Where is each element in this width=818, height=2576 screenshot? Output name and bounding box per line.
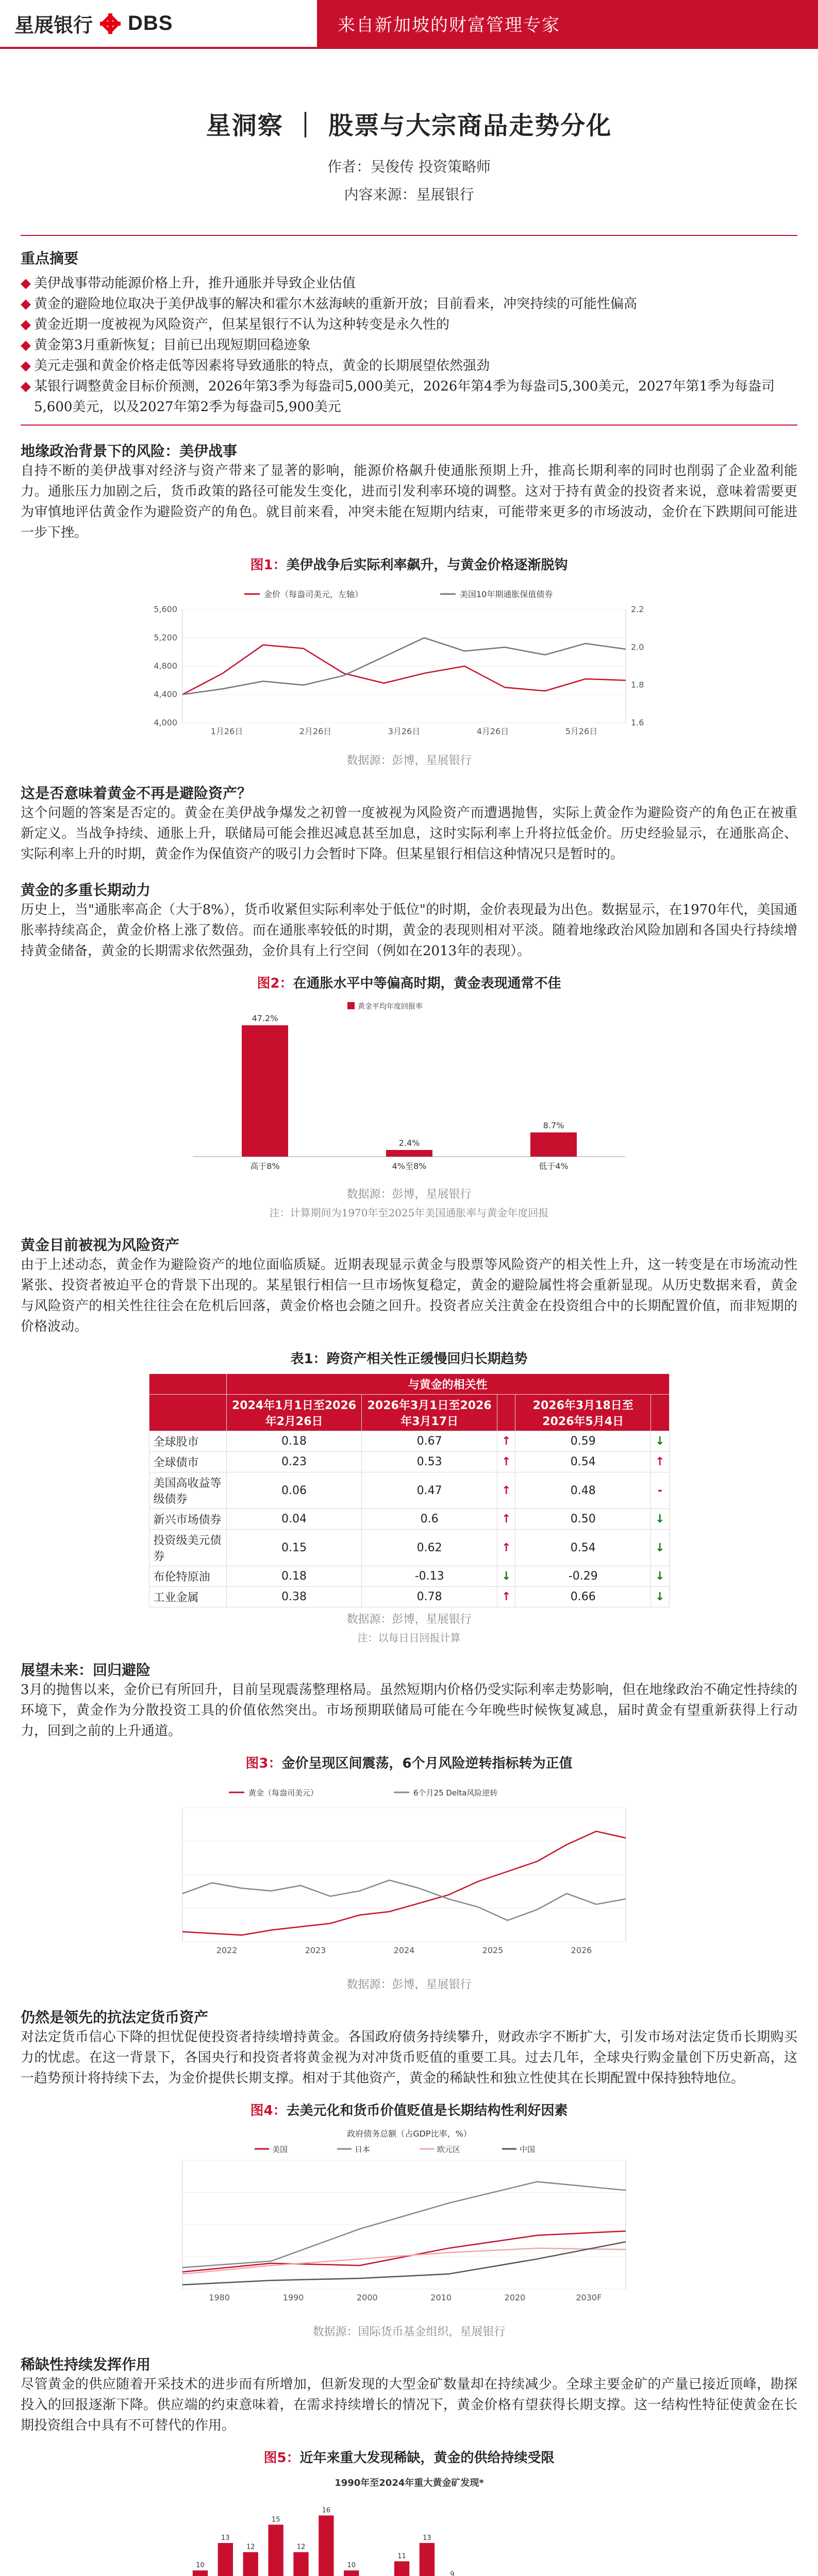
data-label: 13: [422, 2534, 431, 2542]
x-tick-label: 2024: [393, 1945, 414, 1955]
title-block: [0, 49, 818, 204]
x-tick-label: 高于8%: [249, 1161, 280, 1171]
trend-arrow: ↓: [651, 1587, 669, 1607]
bar: [218, 2543, 232, 2576]
figure-1-chart: [126, 579, 693, 749]
x-tick-label: 2030F: [575, 2293, 602, 2302]
figure-5-title: [21, 2447, 797, 2466]
table-group-header: 与黄金的相关性: [226, 1374, 669, 1395]
figure-source: 数据源：彭博，星展银行: [346, 754, 472, 767]
bar: [242, 1025, 288, 1157]
bullet-text: 某银行调整黄金目标价预测，2026年第3季为每盎司5,000美元，2026年第4季为每盎司5,300美元，2027年第1季为每盎司5,600美元，以及2027年第2季为每盎司5,900美元: [34, 379, 775, 415]
table-cell: -0.29: [515, 1566, 651, 1587]
x-tick-label: 2026: [571, 1945, 592, 1955]
legend-label: 日本: [354, 2145, 370, 2154]
series-line: [182, 2248, 626, 2274]
section-heading: 这是否意味着黄金不再是避险资产？: [21, 785, 252, 802]
legend-label: 美国10年期通胀保值债券: [459, 589, 553, 599]
x-tick-label: 4%至8%: [392, 1161, 426, 1171]
legend-label: 美国: [272, 2145, 288, 2154]
data-label: 9: [449, 2571, 454, 2576]
table-cell: 0.04: [226, 1509, 362, 1530]
table-cell: 0.48: [515, 1472, 651, 1509]
summary-bullet: [21, 355, 797, 376]
summary-bullet: [21, 335, 797, 355]
y-tick-label: 4,800: [153, 661, 177, 671]
trend-arrow: ↓: [651, 1431, 669, 1452]
table-cell: 0.23: [226, 1452, 362, 1472]
bar: [192, 2570, 207, 2576]
bullet-text: 美元走强和黄金价格走低等因素将导致通胀的特点，黄金的长期展望依然强劲: [34, 358, 490, 374]
summary-bullet: [21, 273, 797, 294]
data-label: 13: [221, 2534, 230, 2542]
table-row: [149, 1587, 669, 1607]
figure-number: 图2：: [257, 976, 293, 991]
x-tick-label: 2023: [305, 1945, 326, 1955]
trend-arrow: ↑: [497, 1472, 515, 1509]
summary-list: [21, 273, 797, 417]
dbs-logo-icon: [100, 13, 121, 34]
summary-bullet: [21, 314, 797, 335]
content: [0, 235, 818, 2576]
figure-caption: 在通胀水平中等偏高时期，黄金表现通常不佳: [293, 976, 561, 991]
bar: [243, 2552, 258, 2576]
figure-number: 图4：: [250, 2103, 287, 2119]
series-line: [182, 645, 626, 694]
data-label: 15: [271, 2516, 280, 2524]
legend-label: 黄金（每盎司美元）: [248, 1788, 318, 1798]
table-cell: 0.06: [226, 1472, 362, 1509]
x-tick-label: 4月26日: [476, 726, 509, 736]
figure-5-chart: [152, 2471, 667, 2576]
bar: [268, 2524, 283, 2576]
legend-label: 黄金平均年度回报率: [357, 1003, 423, 1011]
table-1-title: 表1：跨资产相关性正缓慢回归长期趋势: [290, 1351, 528, 1367]
bar: [419, 2543, 434, 2576]
legend-title: 政府债务总额（占GDP比率，%）: [346, 2129, 472, 2139]
table-cell: 0.78: [362, 1587, 497, 1607]
figure-source: 数据源：彭博，星展银行: [346, 1188, 472, 1201]
x-tick-label: 5月26日: [565, 726, 597, 736]
paragraph: 这个问题的答案是否定的。黄金在美伊战争爆发之初曾一度被视为风险资产而遭遇抛售，实际上黄金作为避险资产的角色正在被重新定义。当战争持续、通胀上升，联储局可能会推迟减息甚至加息，这时实际利率上升将拉低金价。历史经验显示，在通胀高企、实际利率上升的时期，黄金作为保值资产的吸引力会暂时下降。但某星银行相信这种情况只是暂时的。: [21, 805, 797, 862]
table-cell: 工业金属: [149, 1587, 226, 1607]
table-cell: 全球股市: [149, 1431, 226, 1452]
legend-label: 欧元区: [437, 2145, 460, 2154]
x-tick-label: 2月26日: [299, 726, 331, 736]
x-tick-label: 低于4%: [538, 1161, 569, 1171]
bullet-icon: ◆: [21, 337, 31, 353]
table-cell: 0.53: [362, 1452, 497, 1472]
brand-name-cn: 星展银行: [14, 13, 93, 37]
table-cell: 美国高收益等级债券: [149, 1472, 226, 1509]
paragraph: 历史上，当"通胀率高企（大于8%），货币收紧但实际利率处于低位"的时期，金价表现最为出色。数据显示，在1970年代，美国通胀率持续高企，黄金价格上涨了数倍。而在通胀率较低的时期，黄金的表现则相对平淡。随着地缘政治风险加剧和各国央行持续增持黄金储备，黄金的长期需求依然强劲，金价具有上行空间（例如在2013年的表现）。: [21, 902, 797, 959]
paragraph: 尽管黄金的供应随着开采技术的进步而有所增加，但新发现的大型金矿数量却在持续减少。全球主要金矿的产量已接近顶峰，勘探投入的回报逐渐下降。供应端的约束意味着，在需求持续增长的情况下，黄金价格有望获得长期支撑。这一结构性特征使黄金在长期投资组合中具有不可替代的作用。: [21, 2377, 797, 2433]
tagline-bar: [317, 0, 818, 48]
table-source: 数据源：彭博，星展银行: [346, 1613, 472, 1626]
table-cell: 投资级美元债券: [149, 1530, 226, 1566]
table-row: [149, 1452, 669, 1472]
trend-arrow: ↑: [497, 1530, 515, 1566]
table-cell: 0.54: [515, 1530, 651, 1566]
paragraph: 由于上述动态，黄金作为避险资产的地位面临质疑。近期表现显示黄金与股票等风险资产的相关性上升，这一转变是在市场流动性紧张、投资者被迫平仓的背景下出现的。某星银行相信一旦市场恢复稳定，黄金的避险属性将会重新显现。从历史数据来看，黄金与风险资产的相关性往往会在危机后回落，黄金价格也会随之回升。投资者应关注黄金在投资组合中的长期配置价值，而非短期的价格波动。: [21, 1257, 797, 1334]
data-label: 12: [246, 2543, 255, 2551]
column-header: [497, 1395, 515, 1431]
figure-4-chart: [126, 2124, 693, 2320]
bullet-text: 黄金第3月重新恢复；目前已出现短期回稳迹象: [34, 337, 311, 353]
legend-label: 中国: [519, 2145, 535, 2154]
table-cell: 0.18: [226, 1566, 362, 1587]
table-cell: 0.47: [362, 1472, 497, 1509]
table-body: [149, 1431, 669, 1607]
trend-arrow: ↓: [651, 1509, 669, 1530]
author-line: 作者：吴俊传 投资策略师: [327, 158, 491, 175]
x-tick-label: 2022: [216, 1945, 237, 1955]
y2-tick-label: 2.0: [630, 642, 644, 652]
brand-name-en: DBS: [128, 12, 173, 35]
table-cell: 布伦特原油: [149, 1566, 226, 1587]
data-label: 11: [397, 2552, 406, 2561]
bar: [386, 1150, 432, 1157]
table-row: [149, 1472, 669, 1509]
column-header: [651, 1395, 669, 1431]
paragraph: 3月的抛售以来，金价已有所回升，目前呈现震荡整理格局。虽然短期内价格仍受实际利率走势影响，但在地缘政治不确定性持续的环境下，黄金作为分散投资工具的价值依然突出。市场预期联储局可能在今年晚些时候恢复减息，届时黄金有望重新获得上行动力，回到之前的上升通道。: [21, 1682, 797, 1739]
column-header: [149, 1395, 226, 1431]
section-heading: 展望未来：回归避险: [21, 1662, 151, 1679]
figure-caption: 去美元化和货币价值贬值是长期结构性利好因素: [286, 2103, 568, 2119]
x-tick-label: 2025: [482, 1945, 503, 1955]
table-cell: -0.13: [362, 1566, 497, 1587]
bullet-text: 黄金的避险地位取决于美伊战事的解决和霍尔木兹海峡的重新开放；目前看来，冲突持续的可能性偏高: [34, 296, 638, 312]
figure-caption: 金价呈现区间震荡，6个月风险逆转指标转为正值: [281, 1756, 573, 1771]
figure-2-chart: [152, 997, 667, 1182]
x-tick-label: 2020: [504, 2293, 525, 2302]
section-heading: 稀缺性持续发挥作用: [21, 2356, 151, 2373]
x-tick-label: 2000: [356, 2293, 378, 2302]
bullet-icon: ◆: [21, 296, 31, 312]
header: [0, 0, 818, 49]
data-label: 8.7%: [543, 1121, 564, 1131]
table-cell: 0.54: [515, 1452, 651, 1472]
bullet-icon: ◆: [21, 317, 31, 332]
column-header: 2026年3月1日至2026年3月17日: [362, 1395, 497, 1431]
figure-3-title: [21, 1753, 797, 1772]
summary-bullet: [21, 376, 797, 417]
bar: [530, 1132, 577, 1157]
x-tick-label: 1月26日: [210, 726, 243, 736]
figure-number: 图3：: [245, 1756, 282, 1771]
x-tick-label: 3月26日: [388, 726, 420, 736]
figure-number: 图5：: [263, 2450, 300, 2466]
trend-arrow: ↑: [651, 1452, 669, 1472]
figure-note: 注：计算期间为1970年至2025年美国通胀率与黄金年度回报: [269, 1207, 549, 1219]
figure-number: 图1：: [250, 557, 287, 573]
y2-tick-label: 1.6: [630, 718, 644, 727]
x-tick-label: 1990: [282, 2293, 304, 2302]
series-line: [182, 2231, 626, 2272]
x-tick-label: 1980: [208, 2293, 230, 2302]
data-label: 47.2%: [252, 1013, 278, 1024]
series-line: [182, 1832, 626, 1936]
bar: [293, 2552, 308, 2576]
table-corner: [149, 1374, 226, 1395]
y-tick-label: 4,000: [153, 718, 177, 727]
table-row: [149, 1566, 669, 1587]
brand: [0, 0, 317, 48]
x-tick-label: 2010: [430, 2293, 452, 2302]
table-cell: 0.66: [515, 1587, 651, 1607]
bar: [394, 2561, 409, 2576]
column-header: 2026年3月18日至2026年5月4日: [515, 1395, 651, 1431]
trend-arrow: ↓: [651, 1566, 669, 1587]
bullet-icon: ◆: [21, 379, 31, 394]
legend-label: 金价（每盎司美元，左轴）: [263, 589, 363, 599]
y-tick-label: 5,200: [153, 633, 177, 642]
figure-3-chart: [126, 1777, 693, 1973]
trend-arrow: ↑: [497, 1452, 515, 1472]
table-cell: 0.6: [362, 1509, 497, 1530]
paragraph: 对法定货币信心下降的担忧促使投资者持续增持黄金。各国政府债务持续攀升，财政赤字不断扩大，引发市场对法定货币长期购买力的忧虑。在这一背景下，各国央行和投资者将黄金视为对冲货币贬值的重要工具。过去几年，全球央行购金量创下历史新高，这一趋势预计将持续下去，为金价提供长期支撑。相对于其他资产，黄金的稀缺性和独立性使其在长期配置中保持独特地位。: [21, 2029, 797, 2086]
summary-box: [21, 235, 797, 426]
summary-heading: 重点摘要: [21, 250, 79, 267]
table-cell: 全球债市: [149, 1452, 226, 1472]
y-tick-label: 5,600: [153, 604, 177, 614]
paragraph: 自持不断的美伊战事对经济与资产带来了显著的影响，能源价格飙升使通胀预期上升，推高长期利率的同时也削弱了企业盈利能力。通胀压力加剧之后，货币政策的路径可能发生变化，进而引发利率环境的调整。这对于持有黄金的投资者来说，意味着需要更为审慎地评估黄金作为避险资产的角色。就目前来看，冲突未能在短期内结束，可能带来更多的市场波动，金价在下跌期间可能进一步下挫。: [21, 463, 797, 540]
table-note: 注：以每日日回报计算: [357, 1632, 461, 1644]
chart-title: 1990年至2024年重大黄金矿发现*: [334, 2478, 484, 2488]
trend-arrow: ↓: [651, 1530, 669, 1566]
section-heading: 仍然是领先的抗法定货币资产: [21, 2009, 209, 2026]
correlation-table: [149, 1374, 670, 1607]
table-row: [149, 1431, 669, 1452]
table-cell: 0.50: [515, 1509, 651, 1530]
trend-arrow: ↓: [497, 1566, 515, 1587]
column-header: 2024年1月1日至2026年2月26日: [226, 1395, 362, 1431]
series-line: [182, 1880, 626, 1920]
summary-bullet: [21, 294, 797, 314]
table-cell: 0.18: [226, 1431, 362, 1452]
figure-caption: 美伊战争后实际利率飙升，与黄金价格逐渐脱钩: [286, 557, 568, 573]
trend-arrow: -: [651, 1472, 669, 1509]
table-cell: 新兴市场债券: [149, 1509, 226, 1530]
section-heading: 黄金目前被视为风险资产: [21, 1236, 180, 1253]
y2-tick-label: 1.8: [630, 680, 644, 690]
table-cell: 0.15: [226, 1530, 362, 1566]
legend-label: 6个月25 Delta风险逆转: [413, 1788, 497, 1798]
figure-2-title: [21, 973, 797, 992]
figure-source: 数据源：彭博，星展银行: [346, 1978, 472, 1991]
y2-tick-label: 2.2: [630, 604, 644, 614]
data-label: 12: [296, 2543, 305, 2551]
table-cell: 0.38: [226, 1587, 362, 1607]
data-label: 2.4%: [398, 1138, 420, 1148]
source-line: 内容来源：星展银行: [344, 186, 474, 203]
table-row: [149, 1530, 669, 1566]
section-heading: 黄金的多重长期动力: [21, 882, 151, 899]
data-label: 16: [322, 2506, 330, 2515]
figure-1-title: [21, 554, 797, 573]
tagline: 来自新加坡的财富管理专家: [338, 15, 560, 36]
figure-source: 数据源：国际货币基金组织，星展银行: [312, 2326, 506, 2338]
section-heading: 地缘政治背景下的风险：美伊战事: [21, 443, 238, 460]
table-row: [149, 1509, 669, 1530]
article-title: 星洞察 ｜ 股票与大宗商品走势分化: [206, 111, 612, 140]
table-cell: 0.67: [362, 1431, 497, 1452]
table-cell: 0.59: [515, 1431, 651, 1452]
bullet-text: 黄金近期一度被视为风险资产，但某星银行不认为这种转变是永久性的: [34, 317, 450, 332]
bullet-icon: ◆: [21, 276, 31, 291]
figure-caption: 近年来重大发现稀缺，黄金的供给持续受限: [299, 2450, 555, 2466]
bullet-text: 美伊战事带动能源价格上升，推升通胀并导致企业估值: [34, 276, 356, 291]
figure-4-title: [21, 2100, 797, 2119]
data-label: 10: [347, 2562, 356, 2570]
bar: [344, 2570, 359, 2576]
bullet-icon: ◆: [21, 358, 31, 374]
trend-arrow: ↑: [497, 1431, 515, 1452]
table-cell: 0.62: [362, 1530, 497, 1566]
data-label: 10: [195, 2562, 205, 2570]
trend-arrow: ↑: [497, 1587, 515, 1607]
bar: [319, 2516, 333, 2576]
trend-arrow: ↑: [497, 1509, 515, 1530]
y-tick-label: 4,400: [153, 689, 177, 699]
legend-swatch: [347, 1002, 355, 1009]
